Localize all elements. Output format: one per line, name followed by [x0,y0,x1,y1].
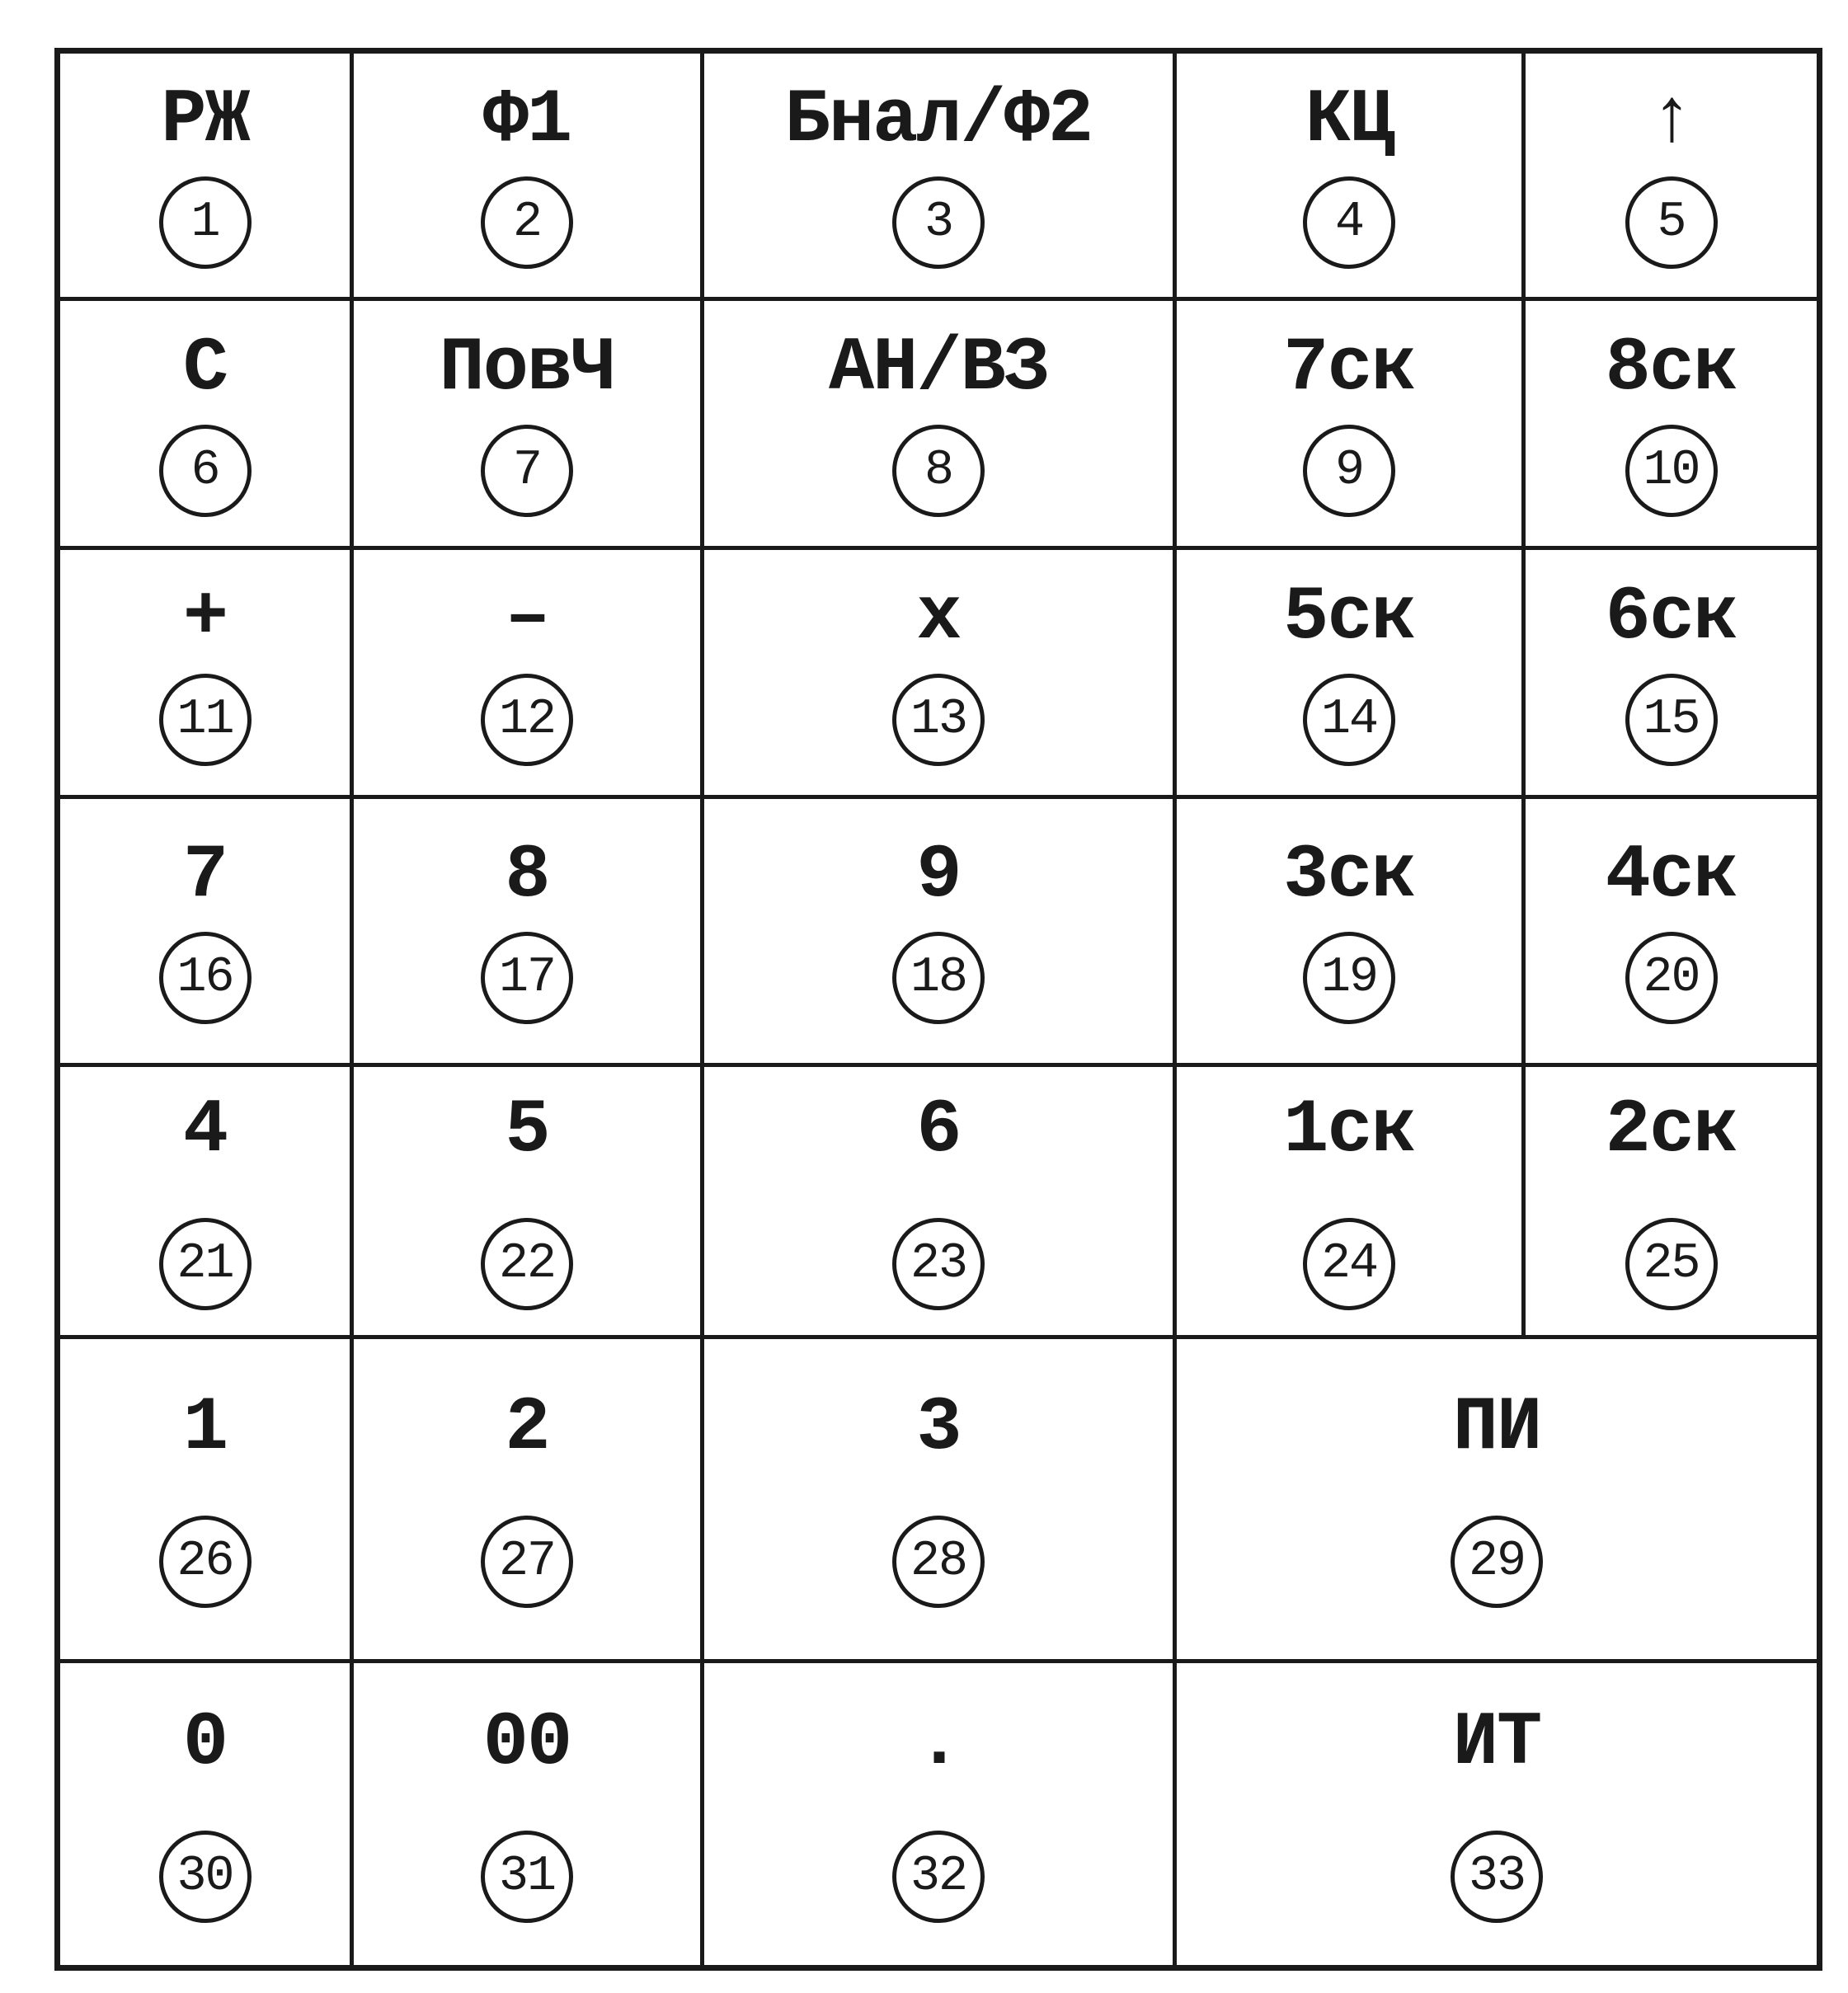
key-number-badge: 3 [892,176,985,269]
key-digit-1 [60,1339,354,1663]
key-label: . [916,1699,961,1786]
key-label: 6ск [1605,573,1737,660]
key-5sk [1177,550,1526,799]
key-number-badge: 12 [481,674,573,766]
key-number-badge: 4 [1303,176,1395,269]
key-label: С [182,324,228,411]
plus-icon: + [182,573,228,660]
key-label: 3ск [1283,832,1415,919]
key-label: КЦ [1305,76,1394,163]
key-label: РЖ [161,76,249,163]
key-minus [354,550,704,799]
key-c [60,301,354,550]
key-number-badge: 6 [159,425,252,517]
key-f1 [354,54,704,301]
key-digit-6 [704,1067,1177,1339]
key-label: АН/ВЗ [828,324,1049,411]
key-number-badge: 13 [892,674,985,766]
key-label: 7 [182,832,228,919]
key-number-badge: 15 [1625,674,1718,766]
key-an-vz [704,301,1177,550]
key-number-badge: 32 [892,1831,985,1923]
key-label: 00 [482,1699,571,1786]
key-plus [60,550,354,799]
key-pi [1177,1339,1817,1663]
key-number-badge: 18 [892,932,985,1024]
key-label: 9 [916,832,961,919]
key-label: 4 [182,1086,228,1173]
key-label: 5ск [1283,573,1415,660]
key-label: 7ск [1283,324,1415,411]
key-label: 1ск [1283,1086,1415,1173]
key-rzh [60,54,354,301]
key-number-badge: 8 [892,425,985,517]
key-number-badge: 22 [481,1218,573,1310]
key-number-badge: 28 [892,1516,985,1608]
key-number-badge: 19 [1303,932,1395,1024]
key-label: 1 [182,1384,228,1471]
key-number-badge: 31 [481,1831,573,1923]
key-label: Бнал/Ф2 [784,76,1093,163]
key-number-badge: 24 [1303,1218,1395,1310]
key-label: 2ск [1605,1086,1737,1173]
key-number-badge: 26 [159,1516,252,1608]
key-number-badge: 9 [1303,425,1395,517]
key-double-zero [354,1663,704,1965]
key-digit-4 [60,1067,354,1339]
key-number-badge: 16 [159,932,252,1024]
key-4sk [1526,799,1817,1067]
key-bnal-f2 [704,54,1177,301]
key-number-badge: 7 [481,425,573,517]
key-label: ИТ [1452,1699,1541,1786]
key-number-badge: 11 [159,674,252,766]
key-number-badge: 30 [159,1831,252,1923]
key-number-badge: 23 [892,1218,985,1310]
key-7sk [1177,301,1526,550]
key-number-badge: 25 [1625,1218,1718,1310]
key-number-badge: 5 [1625,176,1718,269]
key-label: 8 [505,832,549,919]
minus-icon: – [505,573,549,660]
key-number-badge: 10 [1625,425,1718,517]
key-it [1177,1663,1817,1965]
key-2sk [1526,1067,1817,1339]
key-label: ПИ [1452,1384,1541,1471]
key-digit-7 [60,799,354,1067]
key-multiply [704,550,1177,799]
keyboard-layout-diagram [54,48,1822,1971]
key-8sk [1526,301,1817,550]
key-number-badge: 20 [1625,932,1718,1024]
key-arrow-up [1526,54,1817,301]
key-number-badge: 33 [1451,1831,1543,1923]
key-digit-2 [354,1339,704,1663]
key-label: 6 [916,1086,961,1173]
key-povch [354,301,704,550]
key-label: 4ск [1605,832,1737,919]
key-digit-5 [354,1067,704,1339]
multiply-icon: х [916,573,961,660]
key-digit-8 [354,799,704,1067]
key-decimal-point [704,1663,1177,1965]
key-3sk [1177,799,1526,1067]
key-label: 2 [505,1384,549,1471]
key-number-badge: 2 [481,176,573,269]
key-digit-3 [704,1339,1177,1663]
key-number-badge: 21 [159,1218,252,1310]
key-number-badge: 17 [481,932,573,1024]
key-kc [1177,54,1526,301]
key-label: 3 [916,1384,961,1471]
key-label: 0 [182,1699,228,1786]
key-1sk [1177,1067,1526,1339]
key-label: ПовЧ [439,324,615,411]
key-number-badge: 29 [1451,1516,1543,1608]
key-digit-9 [704,799,1177,1067]
key-number-badge: 27 [481,1516,573,1608]
key-number-badge: 14 [1303,674,1395,766]
key-label: 5 [505,1086,549,1173]
key-digit-0 [60,1663,354,1965]
key-label: Ф1 [482,76,571,163]
key-label: 8ск [1605,324,1737,411]
key-number-badge: 1 [159,176,252,269]
key-6sk [1526,550,1817,799]
arrow-up-icon: ↑ [1648,76,1694,163]
